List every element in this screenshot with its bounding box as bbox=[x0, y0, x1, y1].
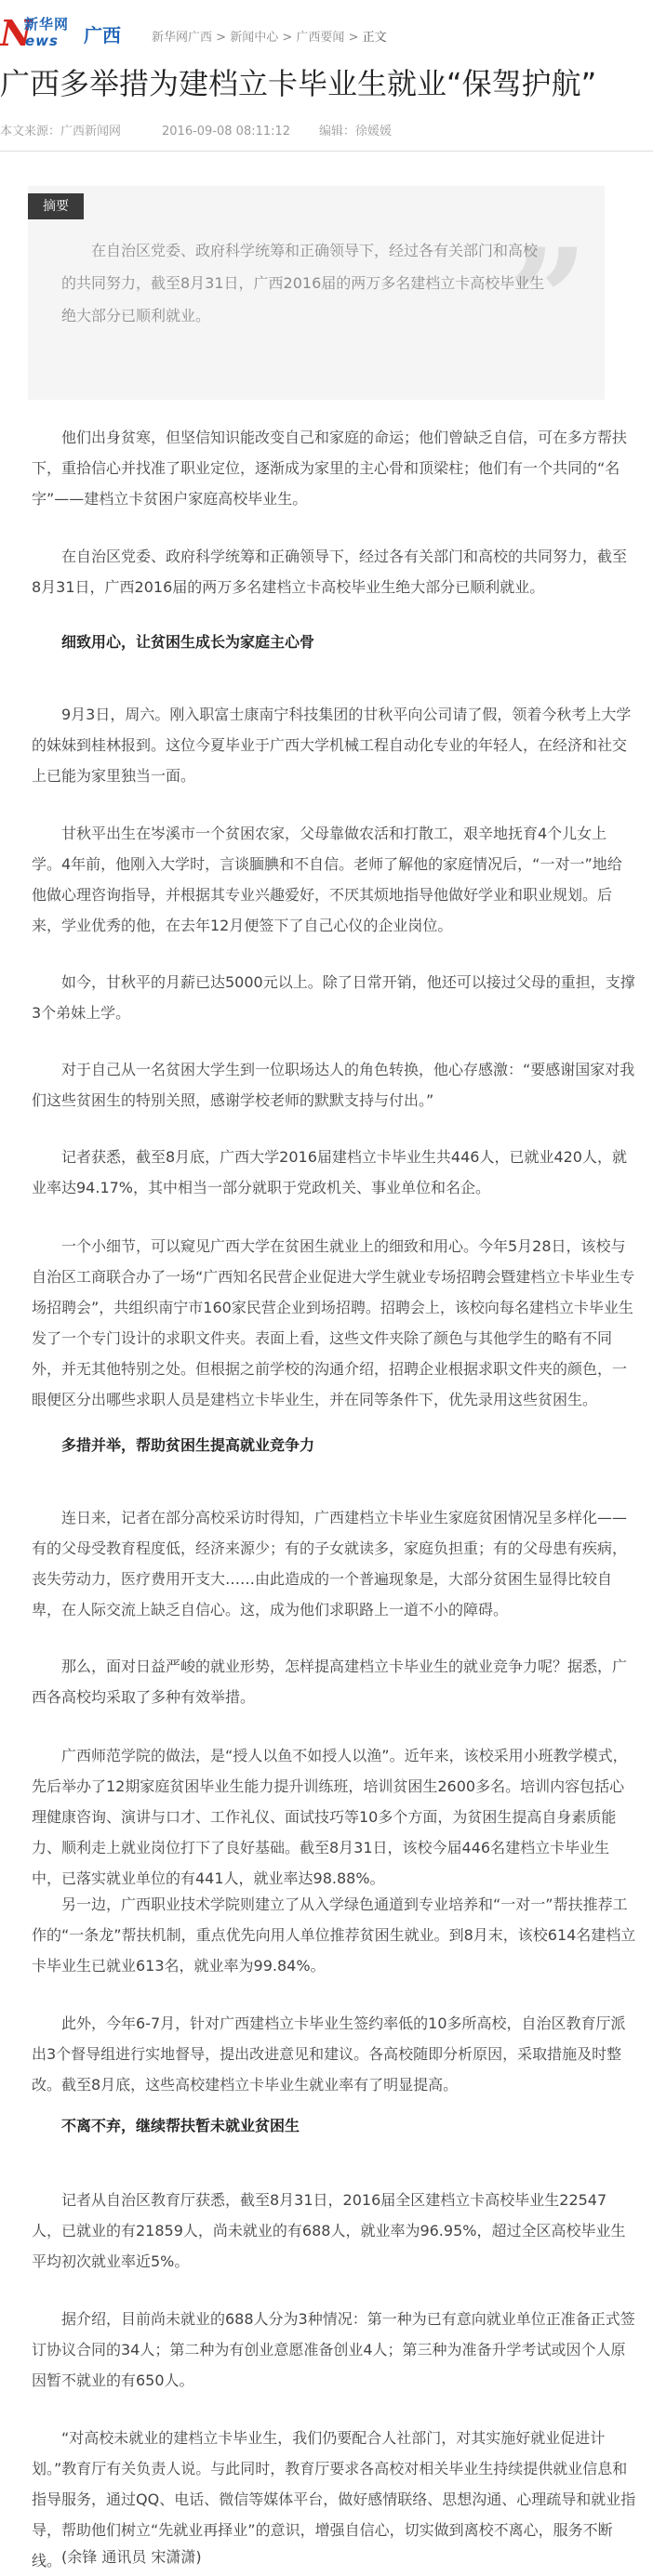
breadcrumb-link-section[interactable]: 广西要闻 bbox=[296, 31, 345, 45]
paragraph: 记者从自治区教育厅获悉，截至8月31日，2016届全区建档立卡高校毕业生22547人，已就业的有21859人，尚未就业的有688人，就业率为96.95%，超过全区高校毕业生平均初次就业率近5%。 bbox=[32, 2191, 626, 2270]
paragraph: 那么，面对日益严峻的就业形势，怎样提高建档立卡毕业生的就业竞争力呢？据悉，广西各高校均采取了多种有效举措。 bbox=[32, 1658, 628, 1706]
paragraph: 据介绍，目前尚未就业的688人分为3种情况：第一种为已有意向就业单位正准备正式签订协议合同的34人；第二种为有创业意愿准备创业4人；第三种为准备升学考试或因个人原因暂不就业的有650人。 bbox=[32, 2310, 635, 2389]
breadcrumb-link-news[interactable]: 新闻中心 bbox=[230, 31, 279, 45]
breadcrumb-separator: > bbox=[216, 31, 227, 45]
paragraph: 连日来，记者在部分高校采访时得知，广西建档立卡毕业生家庭贫困情况呈多样化——有的父母受教育程度低，经济来源少；有的子女就读多，家庭负担重；有的父母患有疾病，丧失劳动力，医疗费用开支大……由此造成的一个普遍现象是，大部分贫困生显得比较自卑，在人际交流上缺乏自信心。这，成为他们求职路上一道不小的障碍。 bbox=[32, 1509, 628, 1618]
section-heading: 多措并举，帮助贫困生提高就业竞争力 bbox=[61, 1436, 315, 1454]
breadcrumb-current: 正文 bbox=[362, 31, 387, 45]
paragraph: 记者获悉，截至8月底，广西大学2016届建档立卡毕业生共446人，已就业420人，就业率达94.17%，其中相当一部分就职于党政机关、事业单位和名企。 bbox=[32, 1148, 627, 1196]
summary-text: 在自治区党委、政府科学统筹和正确领导下，经过各有关部门和高校的共同努力，截至8月31日，广西2016届的两万多名建档立卡高校毕业生绝大部分已顺利就业。 bbox=[61, 242, 545, 324]
breadcrumb bbox=[152, 31, 387, 46]
article-title: 广西多举措为建档立卡毕业生就业“保驾护航” bbox=[0, 66, 597, 101]
paragraph: 如今，甘秋平的月薪已达5000元以上。除了日常开销，他还可以接过父母的重担，支撑3个弟妹上学。 bbox=[32, 973, 635, 1022]
paragraph: 另一边，广西职业技术学院则建立了从入学绿色通道到专业培养和“一对一”帮扶推荐工作的“一条龙”帮扶机制，重点优先向用人单位推荐贫困生就业。到8月末，该校614名建档立卡毕业生已就业613名，就业率为99.84%。 bbox=[32, 1896, 636, 1975]
logo-top-text: 新华网 bbox=[24, 16, 70, 33]
channel-name[interactable]: 广西 bbox=[84, 24, 121, 46]
article-source: 本文来源：广西新闻网 bbox=[0, 125, 122, 139]
section-heading: 不离不弃，继续帮扶暂未就业贫困生 bbox=[61, 2117, 300, 2134]
logo-mark: N bbox=[0, 12, 33, 54]
quote-mark-icon: ” bbox=[507, 218, 588, 382]
summary-label: 摘要 bbox=[28, 193, 84, 219]
site-header bbox=[0, 0, 653, 54]
article-editor: 编辑：徐媛媛 bbox=[319, 125, 393, 139]
logo-bottom-text: ews bbox=[25, 33, 59, 49]
breadcrumb-separator: > bbox=[282, 31, 293, 45]
paragraph: 他们出身贫寒，但坚信知识能改变自己和家庭的命运；他们曾缺乏自信，可在多方帮扶下，重拾信心并找准了职业定位，逐渐成为家里的主心骨和顶梁柱；他们有一个共同的“名字”——建档立卡贫困户家庭高校毕业生。 bbox=[32, 429, 628, 508]
breadcrumb-link-home[interactable]: 新华网广西 bbox=[152, 31, 213, 45]
paragraph: 一个小细节，可以窥见广西大学在贫困生就业上的细致和用心。今年5月28日，该校与自治区工商联合办了一场“广西知名民营企业促进大学生就业专场招聘会暨建档立卡毕业生专场招聘会”，共组织南宁市160家民营企业到场招聘。招聘会上，该校向每名建档立卡毕业生发了一个专门设计的求职文件夹。表面上看，这些文件夹除了颜色与其他学生的略有不同外，并无其他特别之处。但根据之前学校的沟通介绍，招聘企业根据求职文件夹的颜色，一眼便区分出哪些求职人员是建档立卡毕业生，并在同等条件下，优先录用这些贫困生。 bbox=[32, 1237, 635, 1408]
summary-box bbox=[28, 186, 605, 400]
paragraph: 此外，今年6-7月，针对广西建档立卡毕业生签约率低的10多所高校，自治区教育厅派出3个督导组进行实地督导，提出改进意见和建议。各高校随即分析原因，采取措施及时整改。截至8月底，这些高校建档立卡毕业生就业率有了明显提高。 bbox=[32, 2015, 626, 2094]
paragraph: 在自治区党委、政府科学统筹和正确领导下，经过各有关部门和高校的共同努力，截至8月31日，广西2016届的两万多名建档立卡高校毕业生绝大部分已顺利就业。 bbox=[32, 548, 628, 596]
paragraph: 对于自己从一名贫困大学生到一位职场达人的角色转换，他心存感激：“要感谢国家对我们这些贫困生的特别关照，感谢学校老师的默默支持与付出。” bbox=[32, 1061, 635, 1109]
meta-divider bbox=[0, 151, 653, 152]
xinhuanet-logo[interactable] bbox=[0, 13, 74, 54]
paragraph: “对高校未就业的建档立卡毕业生，我们仍要配合人社部门，对其实施好就业促进计划。”教育厅有关负责人说。与此同时，教育厅要求各高校对相关毕业生持续提供就业信息和指导服务，通过QQ、电话、微信等媒体平台，做好感情联络、思想沟通、心理疏导和就业指导，帮助他们树立“先就业再择业”的意识，增强自信心，切实做到离校不离心，服务不断线。 bbox=[32, 2429, 636, 2569]
paragraph: 甘秋平出生在岑溪市一个贫困农家，父母靠做农活和打散工，艰辛地抚育4个儿女上学。4年前，他刚入大学时，言谈腼腆和不自信。老师了解他的家庭情况后，“一对一”地给他做心理咨询指导，并根据其专业兴趣爱好，不厌其烦地指导他做好学业和职业规划。后来，学业优秀的他，在去年12月便签下了自己心仪的企业岗位。 bbox=[32, 825, 622, 934]
article-datetime: 2016-09-08 08:11:12 bbox=[162, 125, 291, 139]
paragraph: 9月3日，周六。刚入职富士康南宁科技集团的甘秋平向公司请了假，领着今秋考上大学的妹妹到桂林报到。这位今夏毕业于广西大学机械工程自动化专业的年轻人，在经济和社交上已能为家里独当一面。 bbox=[32, 706, 632, 785]
author-byline: (余锋 通讯员 宋潇潇) bbox=[61, 2548, 202, 2566]
breadcrumb-separator: > bbox=[348, 31, 359, 45]
section-heading: 细致用心，让贫困生成长为家庭主心骨 bbox=[61, 633, 315, 651]
paragraph: 广西师范学院的做法，是“授人以鱼不如授人以渔”。近年来，该校采用小班教学模式，先后举办了12期家庭贫困毕业生能力提升训练班，培训贫困生2600多名。培训内容包括心理健康咨询、演讲与口才、工作礼仪、面试技巧等10多个方面，为贫困生提高自身素质能力、顺利走上就业岗位打下了良好基础。截至8月31日，该校今届446名建档立卡毕业生中，已落实就业单位的有441人，就业率达98.88%。 bbox=[32, 1747, 628, 1887]
